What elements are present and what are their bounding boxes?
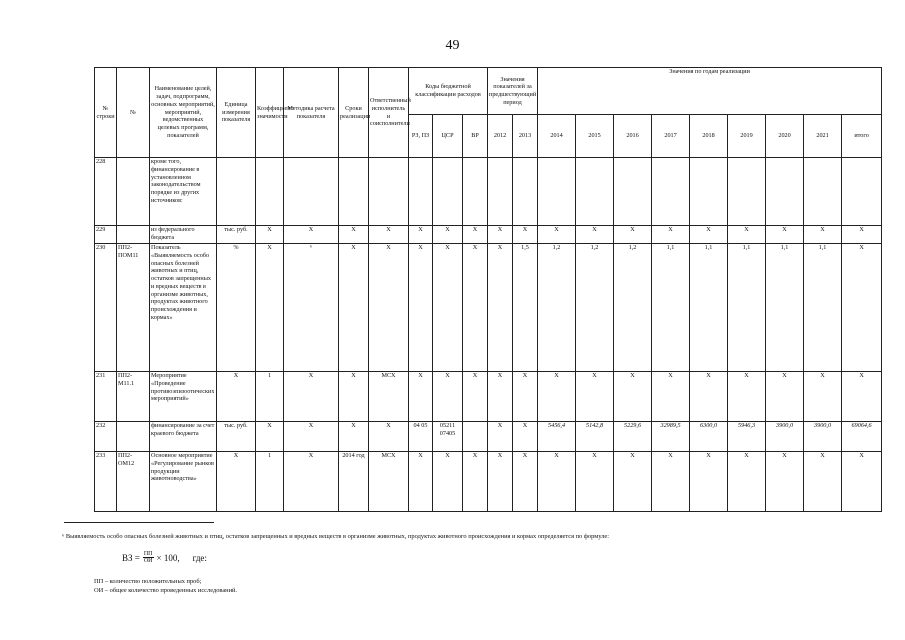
cell-2012: X bbox=[488, 244, 513, 372]
cell-responsible: X bbox=[369, 226, 409, 244]
cell-rz: X bbox=[409, 452, 433, 512]
cell-2015: X bbox=[576, 452, 614, 512]
header-2016: 2016 bbox=[614, 115, 652, 158]
cell-method: ⁶ bbox=[284, 244, 339, 372]
cell-method: X bbox=[284, 372, 339, 422]
footnote-divider bbox=[64, 522, 214, 523]
cell-2019: X bbox=[728, 226, 766, 244]
cell-period: X bbox=[339, 422, 369, 452]
cell-total: X bbox=[842, 226, 882, 244]
formula-rhs: × 100, bbox=[156, 552, 180, 563]
header-no: № bbox=[117, 68, 150, 158]
cell-total: X bbox=[842, 372, 882, 422]
cell-coef: 1 bbox=[256, 372, 284, 422]
cell-2020: X bbox=[766, 226, 804, 244]
cell-2013: X bbox=[513, 452, 538, 512]
cell-name: кроме того, финансирование в установленном законодательством порядке из других источников: bbox=[150, 158, 217, 226]
cell-period: X bbox=[339, 244, 369, 372]
cell-2013 bbox=[513, 158, 538, 226]
cell-2012: X bbox=[488, 452, 513, 512]
cell-coef: X bbox=[256, 244, 284, 372]
definitions bbox=[94, 577, 237, 596]
cell-csr: X bbox=[433, 372, 463, 422]
cell-2021: 1,1 bbox=[804, 244, 842, 372]
cell-csr bbox=[433, 158, 463, 226]
cell-responsible: МСХ bbox=[369, 452, 409, 512]
cell-method: X bbox=[284, 422, 339, 452]
cell-2012 bbox=[488, 158, 513, 226]
cell-csr: X bbox=[433, 226, 463, 244]
cell-csr: X bbox=[433, 244, 463, 372]
formula-denominator: ОИ bbox=[143, 558, 153, 564]
header-2019: 2019 bbox=[728, 115, 766, 158]
header-period: Сроки реализации bbox=[339, 68, 369, 158]
page-number: 49 bbox=[445, 38, 460, 53]
cell-2016: X bbox=[614, 226, 652, 244]
cell-2016: X bbox=[614, 452, 652, 512]
cell-code bbox=[117, 226, 150, 244]
header-csr: ЦСР bbox=[433, 115, 463, 158]
cell-2017: X bbox=[652, 452, 690, 512]
cell-code: ПП2-ОМ12 bbox=[117, 452, 150, 512]
cell-name: Показатель «Выявляемость особо опасных болезней животных и птиц, остатков запрещенных и вредных веществ в организме животных, продуктах животного происхождения и кормах» bbox=[150, 244, 217, 372]
definition-item: ОИ – общее количество проведенных исследований. bbox=[94, 587, 238, 595]
cell-code bbox=[117, 158, 150, 226]
cell-responsible: X bbox=[369, 422, 409, 452]
cell-2018: 1,1 bbox=[690, 244, 728, 372]
cell-2020 bbox=[766, 158, 804, 226]
cell-2021: X bbox=[804, 452, 842, 512]
header-coef: Коэффициент значимости bbox=[256, 68, 284, 158]
cell-period bbox=[339, 158, 369, 226]
cell-period: X bbox=[339, 226, 369, 244]
cell-rz: X bbox=[409, 226, 433, 244]
cell-vr bbox=[463, 422, 488, 452]
cell-coef: 1 bbox=[256, 452, 284, 512]
cell-2012: X bbox=[488, 372, 513, 422]
cell-name: финансирование за счет краевого бюджета bbox=[150, 422, 217, 452]
table-row bbox=[95, 372, 882, 422]
cell-code: ПП2-ПОМ11 bbox=[117, 244, 150, 372]
cell-2013: X bbox=[513, 226, 538, 244]
formula-numerator: ПП bbox=[143, 551, 153, 557]
indicators-table bbox=[94, 67, 882, 512]
cell-coef: X bbox=[256, 422, 284, 452]
cell-2013: X bbox=[513, 372, 538, 422]
header-name: Наименование целей, задач, подпрограмм, основных мероприятий, мероприятий, ведомственных целевых программ, показателей bbox=[150, 68, 217, 158]
header-2015: 2015 bbox=[576, 115, 614, 158]
cell-name: Основное мероприятие «Регулирование рынков продукции животноводства» bbox=[150, 452, 217, 512]
cell-total: 69064,6 bbox=[842, 422, 882, 452]
cell-vr: X bbox=[463, 244, 488, 372]
formula-where: где: bbox=[192, 552, 207, 563]
cell-2018: X bbox=[690, 372, 728, 422]
formula-fraction bbox=[143, 551, 154, 564]
cell-2014: X bbox=[538, 452, 576, 512]
cell-2017 bbox=[652, 158, 690, 226]
cell-total bbox=[842, 158, 882, 226]
cell-code bbox=[117, 422, 150, 452]
cell-total: X bbox=[842, 452, 882, 512]
cell-rz: X bbox=[409, 372, 433, 422]
cell-2016 bbox=[614, 158, 652, 226]
table-row bbox=[95, 244, 882, 372]
cell-2021: X bbox=[804, 372, 842, 422]
cell-row-number: 233 bbox=[95, 452, 117, 512]
cell-2014: X bbox=[538, 372, 576, 422]
header-year-values: Значения по годам реализации bbox=[538, 68, 882, 115]
formula bbox=[122, 551, 207, 564]
table-row bbox=[95, 158, 882, 226]
cell-row-number: 232 bbox=[95, 422, 117, 452]
cell-2020: 3900,0 bbox=[766, 422, 804, 452]
cell-row-number: 229 bbox=[95, 226, 117, 244]
header-vr: ВР bbox=[463, 115, 488, 158]
footnote-text: ⁶ Выявляемость особо опасных болезней животных и птиц, остатков запрещенных и вредных веществ в организме животных, продуктах животного происхождения и кормах определяется по формуле: bbox=[62, 533, 610, 540]
cell-2013: 1,5 bbox=[513, 244, 538, 372]
cell-unit bbox=[217, 158, 256, 226]
cell-coef: X bbox=[256, 226, 284, 244]
header-unit: Единица измерения показателя bbox=[217, 68, 256, 158]
cell-vr: X bbox=[463, 452, 488, 512]
header-2012: 2012 bbox=[488, 115, 513, 158]
cell-2015: X bbox=[576, 372, 614, 422]
cell-2019 bbox=[728, 158, 766, 226]
cell-2014 bbox=[538, 158, 576, 226]
cell-2015 bbox=[576, 158, 614, 226]
cell-2020: X bbox=[766, 452, 804, 512]
cell-2012: X bbox=[488, 422, 513, 452]
cell-unit: X bbox=[217, 372, 256, 422]
cell-2014: X bbox=[538, 226, 576, 244]
cell-2016: 1,2 bbox=[614, 244, 652, 372]
cell-total: X bbox=[842, 244, 882, 372]
header-budget-codes: Коды бюджетной классификации расходов bbox=[409, 68, 488, 115]
cell-2018 bbox=[690, 158, 728, 226]
cell-2015: X bbox=[576, 226, 614, 244]
cell-name: из федерального бюджета bbox=[150, 226, 217, 244]
cell-period: X bbox=[339, 372, 369, 422]
cell-name: Мероприятие «Проведение противоэпизоотических мероприятий» bbox=[150, 372, 217, 422]
cell-2013: X bbox=[513, 422, 538, 452]
cell-row-number: 228 bbox=[95, 158, 117, 226]
cell-2017: X bbox=[652, 226, 690, 244]
cell-unit: тыс. руб. bbox=[217, 422, 256, 452]
cell-2017: X bbox=[652, 372, 690, 422]
header-row-no: № строки bbox=[95, 68, 117, 158]
header-rz: РЗ, ПЗ bbox=[409, 115, 433, 158]
cell-unit: % bbox=[217, 244, 256, 372]
cell-2015: 1,2 bbox=[576, 244, 614, 372]
cell-row-number: 231 bbox=[95, 372, 117, 422]
cell-row-number: 230 bbox=[95, 244, 117, 372]
cell-2017: 1,1 bbox=[652, 244, 690, 372]
table-row bbox=[95, 422, 882, 452]
header-prev-values: Значения показателей за предшествующий период bbox=[488, 68, 538, 115]
cell-unit: X bbox=[217, 452, 256, 512]
cell-vr: X bbox=[463, 372, 488, 422]
cell-2018: X bbox=[690, 226, 728, 244]
cell-rz bbox=[409, 158, 433, 226]
header-total: итого bbox=[842, 115, 882, 158]
cell-responsible bbox=[369, 158, 409, 226]
cell-2019: 5946,3 bbox=[728, 422, 766, 452]
cell-2016: X bbox=[614, 372, 652, 422]
cell-method: X bbox=[284, 226, 339, 244]
cell-method: X bbox=[284, 452, 339, 512]
cell-method bbox=[284, 158, 339, 226]
header-2021: 2021 bbox=[804, 115, 842, 158]
cell-2021 bbox=[804, 158, 842, 226]
header-2014: 2014 bbox=[538, 115, 576, 158]
cell-responsible: МСХ bbox=[369, 372, 409, 422]
formula-lhs: ВЗ = bbox=[122, 552, 140, 563]
cell-rz: X bbox=[409, 244, 433, 372]
header-method: Методика расчета показателя bbox=[284, 68, 339, 158]
cell-vr bbox=[463, 158, 488, 226]
header-2020: 2020 bbox=[766, 115, 804, 158]
cell-2020: 1,1 bbox=[766, 244, 804, 372]
cell-2012: X bbox=[488, 226, 513, 244]
table-row bbox=[95, 452, 882, 512]
cell-2018: 6300,0 bbox=[690, 422, 728, 452]
header-responsible: Ответственный исполнитель и соисполнители bbox=[369, 68, 409, 158]
cell-csr: 05211 07405 bbox=[433, 422, 463, 452]
cell-csr: X bbox=[433, 452, 463, 512]
cell-2021: 3900,0 bbox=[804, 422, 842, 452]
cell-2018: X bbox=[690, 452, 728, 512]
cell-coef bbox=[256, 158, 284, 226]
header-2013: 2013 bbox=[513, 115, 538, 158]
cell-2019: X bbox=[728, 452, 766, 512]
cell-2021: X bbox=[804, 226, 842, 244]
table-row bbox=[95, 226, 882, 244]
cell-2015: 5142,8 bbox=[576, 422, 614, 452]
cell-2020: X bbox=[766, 372, 804, 422]
cell-2016: 5229,6 bbox=[614, 422, 652, 452]
cell-code: ПП2-М11.1 bbox=[117, 372, 150, 422]
cell-2017: 32989,5 bbox=[652, 422, 690, 452]
cell-2019: X bbox=[728, 372, 766, 422]
header-2018: 2018 bbox=[690, 115, 728, 158]
cell-period: 2014 год bbox=[339, 452, 369, 512]
cell-rz: 04 05 bbox=[409, 422, 433, 452]
header-2017: 2017 bbox=[652, 115, 690, 158]
cell-2014: 5456,4 bbox=[538, 422, 576, 452]
cell-unit: тыс. руб. bbox=[217, 226, 256, 244]
cell-vr: X bbox=[463, 226, 488, 244]
cell-2019: 1,1 bbox=[728, 244, 766, 372]
definition-item: ПП – количество положительных проб; bbox=[94, 578, 202, 585]
cell-responsible: X bbox=[369, 244, 409, 372]
cell-2014: 1,2 bbox=[538, 244, 576, 372]
